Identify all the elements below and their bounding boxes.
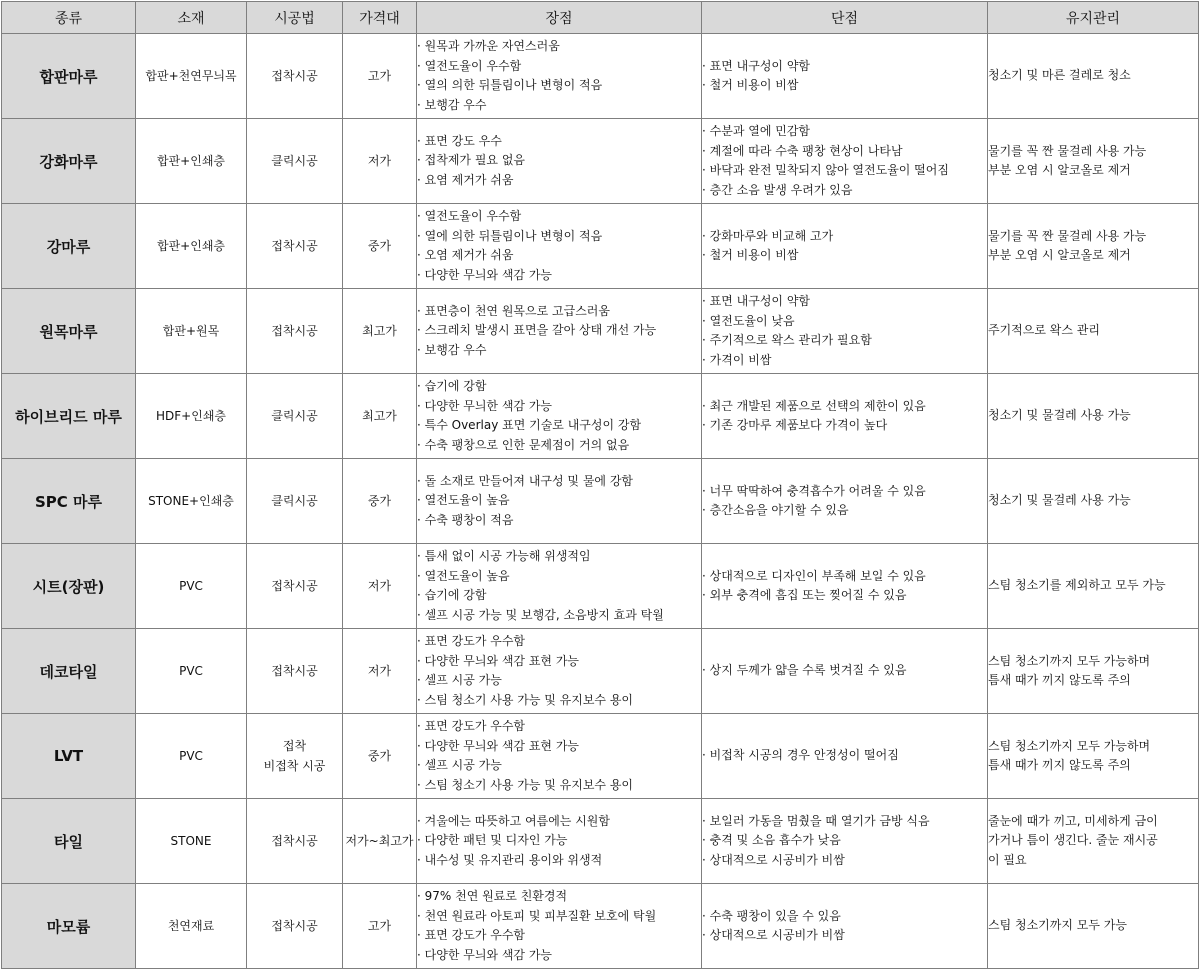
care-line: 스팀 청소기를 제외하고 모두 가능 [988, 578, 1166, 593]
price-cell [343, 544, 417, 629]
method-line: 접착시공 [271, 239, 318, 253]
cons-item: · 층간소음을 야기할 수 있음 [702, 501, 987, 521]
material-cell: 천연재료 [136, 884, 247, 969]
price-cell [343, 459, 417, 544]
method-line: 접착시공 [271, 834, 318, 848]
method-cell [247, 289, 343, 374]
care-line: 가거나 틈이 생긴다. 줄눈 재시공 [988, 833, 1158, 848]
method-line: 클릭시공 [271, 154, 318, 168]
header-material: 소재 [136, 2, 247, 34]
pros-item: · 보행감 우수 [417, 341, 701, 361]
header-pros: 장점 [417, 2, 702, 34]
care-line: 부분 오염 시 알코올로 제거 [988, 163, 1131, 177]
pros-item: · 수축 팽창이 적음 [417, 511, 701, 531]
pros-item: · 다양한 무늬와 색감 표현 가능 [417, 737, 701, 757]
method-cell [247, 629, 343, 714]
cons-item: · 표면 내구성이 약함 [702, 292, 987, 312]
flooring-type-cell: 타일 [2, 799, 136, 884]
care-cell [988, 629, 1199, 714]
pros-item: · 열전도율이 높음 [417, 567, 701, 587]
cons-item: · 철거 비용이 비쌈 [702, 76, 987, 96]
pros-item: · 셀프 시공 가능 [417, 671, 701, 691]
cons-item: · 외부 충격에 흠집 또는 찢어질 수 있음 [702, 586, 987, 606]
table-row [2, 119, 1199, 204]
material-cell: HDF+인쇄층 [136, 374, 247, 459]
cons-cell [702, 119, 988, 204]
flooring-type-cell: 데코타일 [2, 629, 136, 714]
pros-item: · 천연 원료라 아토피 및 피부질환 보호에 탁월 [417, 907, 701, 927]
care-line: 스팀 청소기까지 모두 가능하며 [988, 653, 1151, 668]
pros-cell [417, 204, 702, 289]
price-text: 최고가 [362, 324, 397, 338]
flooring-type-cell: 강마루 [2, 204, 136, 289]
price-text: 최고가 [362, 409, 397, 423]
table-row [2, 799, 1199, 884]
care-cell [988, 884, 1199, 969]
cons-cell [702, 34, 988, 119]
pros-item: · 다양한 패턴 및 디자인 가능 [417, 831, 701, 851]
cons-item: · 수분과 열에 민감함 [702, 122, 987, 142]
cons-cell [702, 714, 988, 799]
pros-item: · 열의 의한 뒤틀림이나 변형이 적음 [417, 76, 701, 96]
care-cell [988, 289, 1199, 374]
material-cell: 합판+인쇄층 [136, 204, 247, 289]
cons-item: · 층간 소음 발생 우려가 있음 [702, 181, 987, 201]
care-line: 틈새 때가 끼지 않도록 주의 [988, 673, 1131, 687]
pros-item: · 표면 강도 우수 [417, 132, 701, 152]
pros-item: · 요염 제거가 쉬움 [417, 171, 701, 191]
flooring-type-cell: 마모륨 [2, 884, 136, 969]
care-line: 청소기 및 물걸레 사용 가능 [988, 408, 1131, 423]
pros-item: · 접착제가 필요 없음 [417, 151, 701, 171]
pros-item: · 스크레치 발생시 표면을 갈아 상태 개선 가능 [417, 321, 701, 341]
pros-item: · 수축 팽창으로 인한 문제점이 거의 없음 [417, 436, 701, 456]
cons-item: · 상대적으로 디자인이 부족해 보일 수 있음 [702, 567, 987, 587]
care-line: 물기를 꼭 짠 물걸레 사용 가능 [988, 143, 1147, 158]
cons-item: · 비접착 시공의 경우 안정성이 떨어짐 [702, 746, 987, 766]
cons-item: · 너무 딱딱하여 충격흡수가 어려울 수 있음 [702, 482, 987, 502]
table-row [2, 34, 1199, 119]
header-cons: 단점 [702, 2, 988, 34]
price-text: 저가 [367, 579, 392, 593]
flooring-type-cell: 원목마루 [2, 289, 136, 374]
method-cell [247, 204, 343, 289]
care-line: 이 필요 [988, 852, 1027, 867]
cons-cell [702, 629, 988, 714]
table-body [2, 34, 1199, 969]
cons-cell [702, 459, 988, 544]
price-text: 저가~최고가 [345, 834, 414, 848]
method-cell [247, 714, 343, 799]
price-cell [343, 119, 417, 204]
pros-item: · 보행감 우수 [417, 96, 701, 116]
flooring-comparison-table [1, 1, 1199, 969]
cons-item: · 상지 두께가 얇을 수록 벗겨질 수 있음 [702, 661, 987, 681]
care-line: 청소기 및 물걸레 사용 가능 [988, 493, 1131, 508]
price-cell [343, 714, 417, 799]
price-cell [343, 884, 417, 969]
header-method: 시공법 [247, 2, 343, 34]
cons-item: · 열전도율이 낮음 [702, 312, 987, 332]
table-row [2, 204, 1199, 289]
care-line: 주기적으로 왁스 관리 [988, 323, 1100, 338]
pros-cell [417, 374, 702, 459]
header-price: 가격대 [343, 2, 417, 34]
care-line: 부분 오염 시 알코올로 제거 [988, 248, 1131, 262]
material-cell: PVC [136, 629, 247, 714]
price-text: 중가 [367, 494, 392, 508]
pros-cell [417, 544, 702, 629]
care-line: 물기를 꼭 짠 물걸레 사용 가능 [988, 228, 1147, 243]
price-text: 중가 [367, 749, 392, 763]
care-cell [988, 204, 1199, 289]
flooring-type-cell: 강화마루 [2, 119, 136, 204]
method-cell [247, 884, 343, 969]
table-row [2, 629, 1199, 714]
header-care: 유지관리 [988, 2, 1199, 34]
price-cell [343, 799, 417, 884]
pros-cell [417, 629, 702, 714]
cons-cell [702, 799, 988, 884]
material-cell: PVC [136, 544, 247, 629]
price-cell [343, 374, 417, 459]
pros-item: · 습기에 강함 [417, 586, 701, 606]
method-cell [247, 34, 343, 119]
method-line: 접착시공 [271, 579, 318, 593]
price-text: 저가 [367, 154, 392, 168]
method-line: 클릭시공 [271, 494, 318, 508]
cons-cell [702, 289, 988, 374]
pros-item: · 열전도율이 우수함 [417, 57, 701, 77]
material-cell: 합판+인쇄층 [136, 119, 247, 204]
care-cell [988, 799, 1199, 884]
price-text: 저가 [367, 664, 392, 678]
material-cell: PVC [136, 714, 247, 799]
pros-item: · 표면 강도가 우수함 [417, 717, 701, 737]
material-cell: 합판+원목 [136, 289, 247, 374]
cons-cell [702, 204, 988, 289]
cons-item: · 상대적으로 시공비가 비쌈 [702, 851, 987, 871]
material-cell: STONE+인쇄층 [136, 459, 247, 544]
pros-item: · 97% 천연 원료로 친환경적 [417, 887, 701, 907]
cons-item: · 주기적으로 왁스 관리가 필요함 [702, 331, 987, 351]
price-text: 중가 [367, 239, 392, 253]
cons-item: · 충격 및 소음 흡수가 낮음 [702, 831, 987, 851]
pros-item: · 다양한 무늬한 색감 가능 [417, 397, 701, 417]
method-line: 접착 [282, 739, 307, 753]
pros-item: · 다양한 무늬와 색감 표현 가능 [417, 652, 701, 672]
flooring-type-cell: 시트(장판) [2, 544, 136, 629]
table-row [2, 289, 1199, 374]
cons-cell [702, 884, 988, 969]
pros-item: · 내수성 및 유지관리 용이와 위생적 [417, 851, 701, 871]
method-line: 클릭시공 [271, 409, 318, 423]
cons-item: · 가격이 비쌈 [702, 351, 987, 371]
pros-item: · 표면층이 천연 원목으로 고급스러움 [417, 302, 701, 322]
pros-cell [417, 714, 702, 799]
pros-cell [417, 119, 702, 204]
method-line: 접착시공 [271, 324, 318, 338]
care-line: 스팀 청소기까지 모두 가능 [988, 918, 1127, 933]
pros-item: · 셀프 시공 가능 및 보행감, 소음방지 효과 탁월 [417, 606, 701, 626]
table-row [2, 544, 1199, 629]
material-cell: STONE [136, 799, 247, 884]
header-type: 종류 [2, 2, 136, 34]
method-cell [247, 374, 343, 459]
material-cell: 합판+천연무늬목 [136, 34, 247, 119]
pros-item: · 열전도율이 높음 [417, 491, 701, 511]
pros-cell [417, 459, 702, 544]
pros-item: · 원목과 가까운 자연스러움 [417, 37, 701, 57]
care-line: 줄눈에 때가 끼고, 미세하게 금이 [988, 813, 1158, 828]
flooring-type-cell: LVT [2, 714, 136, 799]
pros-item: · 겨울에는 따뜻하고 여름에는 시원함 [417, 812, 701, 832]
pros-item: · 스팀 청소기 사용 가능 및 유지보수 용이 [417, 691, 701, 711]
method-cell [247, 799, 343, 884]
price-cell [343, 34, 417, 119]
method-cell [247, 544, 343, 629]
method-cell [247, 459, 343, 544]
pros-item: · 오염 제거가 쉬움 [417, 246, 701, 266]
care-cell [988, 34, 1199, 119]
care-cell [988, 544, 1199, 629]
pros-item: · 표면 강도가 우수함 [417, 926, 701, 946]
cons-item: · 상대적으로 시공비가 비쌈 [702, 926, 987, 946]
pros-cell [417, 289, 702, 374]
flooring-type-cell: SPC 마루 [2, 459, 136, 544]
cons-item: · 수축 팽창이 있을 수 있음 [702, 907, 987, 927]
pros-cell [417, 884, 702, 969]
pros-item: · 열에 의한 뒤틀림이나 변형이 적음 [417, 227, 701, 247]
cons-item: · 표면 내구성이 약함 [702, 57, 987, 77]
pros-item: · 다양한 무늬와 색감 가능 [417, 946, 701, 966]
cons-item: · 최근 개발된 제품으로 선택의 제한이 있음 [702, 397, 987, 417]
cons-item: · 바닥과 완전 밀착되지 않아 열전도율이 떨어짐 [702, 161, 987, 181]
method-line: 접착시공 [271, 919, 318, 933]
care-cell [988, 374, 1199, 459]
method-line: 비접착 시공 [263, 759, 326, 773]
care-line: 틈새 때가 끼지 않도록 주의 [988, 758, 1131, 772]
care-line: 스팀 청소기까지 모두 가능하며 [988, 738, 1151, 753]
table-row [2, 884, 1199, 969]
cons-item: · 계절에 따라 수축 팽창 현상이 나타남 [702, 142, 987, 162]
care-cell [988, 459, 1199, 544]
pros-item: · 돌 소재로 만들어져 내구성 및 물에 강함 [417, 472, 701, 492]
cons-item: · 철거 비용이 비쌈 [702, 246, 987, 266]
pros-cell [417, 34, 702, 119]
cons-cell [702, 544, 988, 629]
price-text: 고가 [367, 919, 392, 933]
cons-item: · 기존 강마루 제품보다 가격이 높다 [702, 416, 987, 436]
table-row [2, 714, 1199, 799]
care-cell [988, 714, 1199, 799]
pros-cell [417, 799, 702, 884]
pros-item: · 스팀 청소기 사용 가능 및 유지보수 용이 [417, 776, 701, 796]
pros-item: · 습기에 강함 [417, 377, 701, 397]
pros-item: · 틈새 없이 시공 가능해 위생적임 [417, 547, 701, 567]
cons-item: · 보일러 가동을 멈췄을 때 열기가 금방 식음 [702, 812, 987, 832]
pros-item: · 셀프 시공 가능 [417, 756, 701, 776]
care-line: 청소기 및 마른 걸레로 청소 [988, 68, 1131, 83]
flooring-type-cell: 합판마루 [2, 34, 136, 119]
pros-item: · 특수 Overlay 표면 기술로 내구성이 강함 [417, 416, 701, 436]
pros-item: · 표면 강도가 우수함 [417, 632, 701, 652]
price-cell [343, 289, 417, 374]
header-row [2, 2, 1199, 34]
cons-cell [702, 374, 988, 459]
cons-item: · 강화마루와 비교해 고가 [702, 227, 987, 247]
table-row [2, 459, 1199, 544]
method-cell [247, 119, 343, 204]
price-text: 고가 [367, 69, 392, 83]
method-line: 접착시공 [271, 664, 318, 678]
flooring-type-cell: 하이브리드 마루 [2, 374, 136, 459]
table-row [2, 374, 1199, 459]
care-cell [988, 119, 1199, 204]
pros-item: · 다양한 무늬와 색감 가능 [417, 266, 701, 286]
price-cell [343, 629, 417, 714]
price-cell [343, 204, 417, 289]
method-line: 접착시공 [271, 69, 318, 83]
pros-item: · 열전도율이 우수함 [417, 207, 701, 227]
